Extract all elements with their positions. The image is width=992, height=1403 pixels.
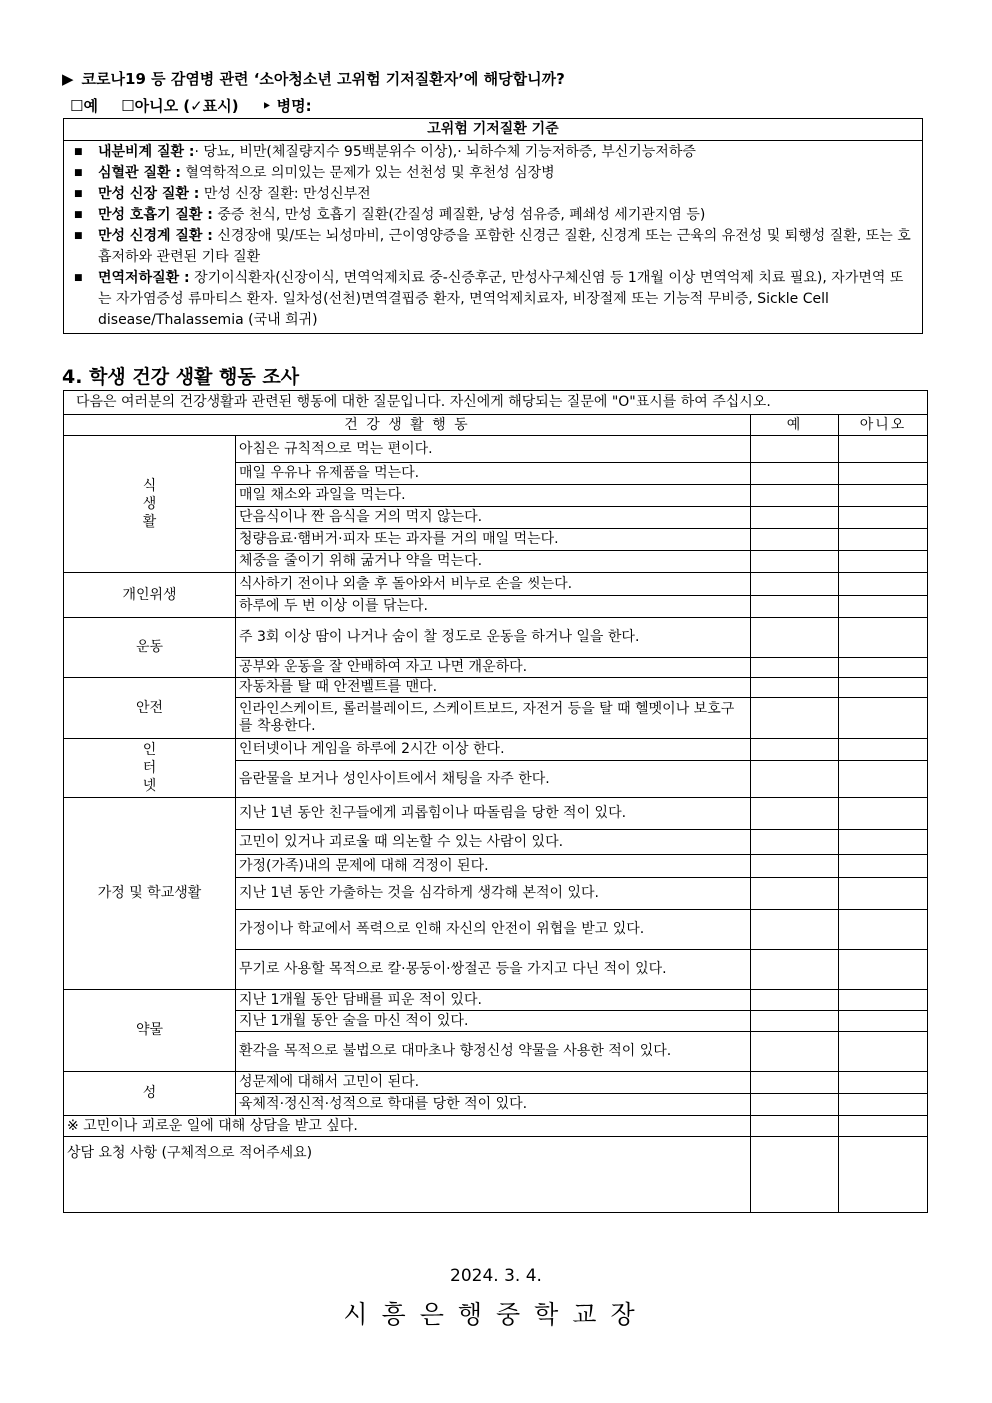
category-cell: [64, 573, 236, 618]
counsel-wish: ※ 고민이나 괴로운 일에 대해 상담을 받고 싶다.: [64, 1116, 751, 1137]
yes-answer-cell[interactable]: [751, 618, 839, 658]
category-label: 인터넷: [142, 742, 157, 794]
survey-item: 지난 1개월 동안 술을 마신 적이 있다.: [236, 1011, 751, 1032]
survey-item: 지난 1년 동안 친구들에게 괴롭힘이나 따돌림을 당한 적이 있다.: [236, 798, 751, 830]
yes-answer-cell[interactable]: [751, 529, 839, 551]
no-answer-cell[interactable]: [839, 573, 928, 596]
survey-item: 청량음료·햄버거·피자 또는 과자를 거의 매일 먹는다.: [236, 529, 751, 551]
category-label: 약물: [135, 1022, 164, 1038]
criteria-label: 내분비계 질환 :: [98, 144, 195, 160]
criteria-list: [64, 141, 922, 333]
criteria-text: 장기이식환자(신장이식, 면역억제치료 중-신증후군, 만성사구체신염 등 1개월 이상 면역억제 치료 필요), 자가면역 또는 자가염증성 류마티스 환자. 일차성(선천)면역결핍증 환자, 면역억제치료자, 비장절제 또는 기능적 무비증, Sickle Cell disease/Thalassemia (국내 희귀): [98, 270, 904, 328]
criteria-box: [63, 118, 923, 334]
yes-answer-cell[interactable]: [751, 910, 839, 950]
survey-item: 육체적·정신적·성적으로 학대를 당한 적이 있다.: [236, 1094, 751, 1116]
category-label: 식생활: [142, 478, 157, 530]
triangle-icon: ▶: [62, 70, 74, 88]
category-cell: [64, 739, 236, 798]
survey-item: 음란물을 보거나 성인사이트에서 채팅을 자주 한다.: [236, 761, 751, 798]
no-checkbox[interactable]: ☐아니오 (✓표시): [121, 97, 239, 115]
no-answer-cell[interactable]: [839, 855, 928, 878]
yes-answer-cell[interactable]: [751, 551, 839, 573]
criteria-item: [64, 268, 922, 331]
header-yes: 예: [751, 415, 839, 436]
criteria-label: 만성 신경계 질환 :: [98, 228, 213, 244]
yes-answer-cell[interactable]: [751, 436, 839, 463]
survey-item: 하루에 두 번 이상 이를 닦는다.: [236, 596, 751, 618]
criteria-label: 만성 호흡기 질환 :: [98, 207, 213, 223]
category-cell: [64, 436, 236, 573]
survey-item: 체중을 줄이기 위해 굶거나 약을 먹는다.: [236, 551, 751, 573]
no-answer-cell[interactable]: [839, 910, 928, 950]
yes-answer-cell[interactable]: [751, 1032, 839, 1072]
no-answer-cell[interactable]: [839, 463, 928, 485]
no-answer-cell[interactable]: [839, 529, 928, 551]
survey-item: 가정(가족)내의 문제에 대해 걱정이 된다.: [236, 855, 751, 878]
header-no: 아니오: [839, 415, 928, 436]
yes-answer-cell[interactable]: [751, 990, 839, 1011]
survey-item: 지난 1년 동안 가출하는 것을 심각하게 생각해 본적이 있다.: [236, 878, 751, 910]
yes-answer-cell[interactable]: [751, 658, 839, 678]
survey-item: 환각을 목적으로 불법으로 대마초나 향정신성 약물을 사용한 적이 있다.: [236, 1032, 751, 1072]
no-answer-cell[interactable]: [839, 698, 928, 739]
survey-item: 지난 1개월 동안 담배를 피운 적이 있다.: [236, 990, 751, 1011]
criteria-item: [64, 163, 922, 184]
counsel-yes-cell[interactable]: [751, 1116, 839, 1137]
survey-row: [64, 618, 928, 658]
no-answer-cell[interactable]: [839, 761, 928, 798]
no-answer-cell[interactable]: [839, 1094, 928, 1116]
no-answer-cell[interactable]: [839, 830, 928, 855]
yes-answer-cell[interactable]: [751, 739, 839, 761]
yes-answer-cell[interactable]: [751, 798, 839, 830]
yes-answer-cell[interactable]: [751, 596, 839, 618]
yes-checkbox[interactable]: ☐예: [70, 97, 98, 115]
no-answer-cell[interactable]: [839, 485, 928, 507]
survey-row: [64, 436, 928, 463]
survey-row: [64, 678, 928, 698]
criteria-label: 심혈관 질환 :: [98, 165, 181, 181]
survey-item: 매일 우유나 유제품을 먹는다.: [236, 463, 751, 485]
survey-row: [64, 990, 928, 1011]
criteria-label: 만성 신장 질환 :: [98, 186, 200, 202]
category-cell: [64, 678, 236, 739]
criteria-text: 만성 신장 질환: 만성신부전: [199, 186, 371, 202]
no-answer-cell[interactable]: [839, 990, 928, 1011]
criteria-item: [64, 184, 922, 205]
criteria-item: [64, 142, 922, 163]
no-answer-cell[interactable]: [839, 658, 928, 678]
survey-item: 가정이나 학교에서 폭력으로 인해 자신의 안전이 위협을 받고 있다.: [236, 910, 751, 950]
survey-row: [64, 798, 928, 830]
yes-answer-cell[interactable]: [751, 830, 839, 855]
yes-answer-cell[interactable]: [751, 698, 839, 739]
category-label: 운동: [135, 639, 164, 655]
survey-item: 주 3회 이상 땀이 나거나 숨이 찰 정도로 운동을 하거나 일을 한다.: [236, 618, 751, 658]
survey-row: [64, 739, 928, 761]
category-label: 개인위생: [122, 586, 177, 603]
no-answer-cell[interactable]: [839, 878, 928, 910]
yes-answer-cell[interactable]: [751, 855, 839, 878]
criteria-text: · 당뇨, 비만(체질량지수 95백분위수 이상),· 뇌하수체 기능저하증, 부신기능저하증: [194, 144, 696, 160]
yes-answer-cell[interactable]: [751, 1094, 839, 1116]
yes-answer-cell[interactable]: [751, 1011, 839, 1032]
no-answer-cell[interactable]: [839, 551, 928, 573]
no-answer-cell[interactable]: [839, 678, 928, 698]
survey-item: 무기로 사용할 목적으로 칼·몽둥이·쌍절곤 등을 가지고 다닌 적이 있다.: [236, 950, 751, 990]
answer-options: [70, 95, 330, 116]
yes-answer-cell[interactable]: [751, 507, 839, 529]
counsel-request-no-cell[interactable]: [839, 1137, 928, 1213]
yes-answer-cell[interactable]: [751, 950, 839, 990]
survey-row: [64, 1072, 928, 1094]
no-answer-cell[interactable]: [839, 436, 928, 463]
criteria-title: 고위험 기저질환 기준: [64, 119, 922, 141]
survey-intro: 다음은 여러분의 건강생활과 관련된 행동에 대한 질문입니다. 자신에게 해당되는 질문에 "O"표시를 하여 주십시오.: [64, 391, 928, 415]
section-title: 4. 학생 건강 생활 행동 조사: [62, 366, 300, 388]
document-date: 2024. 3. 4.: [450, 1266, 542, 1286]
survey-item: 고민이 있거나 괴로울 때 의논할 수 있는 사람이 있다.: [236, 830, 751, 855]
no-answer-cell[interactable]: [839, 1032, 928, 1072]
category-label: 가정 및 학교생활: [97, 885, 202, 901]
survey-item: 인라인스케이트, 롤러블레이드, 스케이트보드, 자전거 등을 탈 때 헬멧이나 보호구를 착용한다.: [236, 698, 751, 739]
category-cell: [64, 990, 236, 1072]
survey-item: 매일 채소와 과일을 먹는다.: [236, 485, 751, 507]
category-label: 성: [142, 1085, 157, 1101]
no-answer-cell[interactable]: [839, 618, 928, 658]
yes-answer-cell[interactable]: [751, 1072, 839, 1094]
criteria-text: 혈역학적으로 의미있는 문제가 있는 선천성 및 후천성 심장병: [180, 165, 555, 181]
survey-item: 식사하기 전이나 외출 후 돌아와서 비누로 손을 씻는다.: [236, 573, 751, 596]
yes-answer-cell[interactable]: [751, 463, 839, 485]
category-cell: [64, 798, 236, 990]
no-answer-cell[interactable]: [839, 507, 928, 529]
no-answer-cell[interactable]: [839, 596, 928, 618]
no-answer-cell[interactable]: [839, 1011, 928, 1032]
header-behavior: 건 강 생 활 행 동: [64, 415, 751, 436]
category-cell: [64, 618, 236, 678]
category-label: 안전: [135, 699, 164, 716]
criteria-item: [64, 226, 922, 268]
criteria-item: [64, 205, 922, 226]
school-signature: 시흥은행중학교장: [343, 1300, 649, 1329]
yes-answer-cell[interactable]: [751, 485, 839, 507]
criteria-label: 면역저하질환 :: [98, 270, 190, 286]
survey-table: [63, 390, 928, 1213]
criteria-text: 신경장애 및/또는 뇌성마비, 근이영양증을 포함한 신경근 질환, 신경계 또는 근육의 유전성 및 퇴행성 질환, 또는 호흡저하와 관련된 기타 질환: [98, 228, 911, 265]
question: [62, 68, 565, 89]
survey-item: 공부와 운동을 잘 안배하여 자고 나면 개운하다.: [236, 658, 751, 678]
no-answer-cell[interactable]: [839, 950, 928, 990]
disease-name-label: ‣ 병명:: [261, 97, 312, 115]
survey-item: 아침은 규칙적으로 먹는 편이다.: [236, 436, 751, 463]
yes-answer-cell[interactable]: [751, 573, 839, 596]
survey-row: [64, 573, 928, 596]
question-text: 코로나19 등 감염병 관련 ‘소아청소년 고위험 기저질환자’에 해당합니까?: [81, 70, 565, 88]
survey-item: 자동차를 탈 때 안전벨트를 맨다.: [236, 678, 751, 698]
yes-answer-cell[interactable]: [751, 761, 839, 798]
survey-item: 인터넷이나 게임을 하루에 2시간 이상 한다.: [236, 739, 751, 761]
criteria-text: 중증 천식, 만성 호흡기 질환(간질성 폐질환, 낭성 섬유증, 폐쇄성 세기관지염 등): [212, 207, 706, 223]
no-answer-cell[interactable]: [839, 1072, 928, 1094]
survey-item: 단음식이나 짠 음식을 거의 먹지 않는다.: [236, 507, 751, 529]
no-answer-cell[interactable]: [839, 798, 928, 830]
category-cell: [64, 1072, 236, 1116]
no-answer-cell[interactable]: [839, 739, 928, 761]
survey-item: 성문제에 대해서 고민이 된다.: [236, 1072, 751, 1094]
counsel-request-yes-cell[interactable]: [751, 1137, 839, 1213]
counsel-no-cell[interactable]: [839, 1116, 928, 1137]
yes-answer-cell[interactable]: [751, 878, 839, 910]
counsel-request[interactable]: 상담 요청 사항 (구체적으로 적어주세요): [64, 1137, 751, 1213]
yes-answer-cell[interactable]: [751, 678, 839, 698]
